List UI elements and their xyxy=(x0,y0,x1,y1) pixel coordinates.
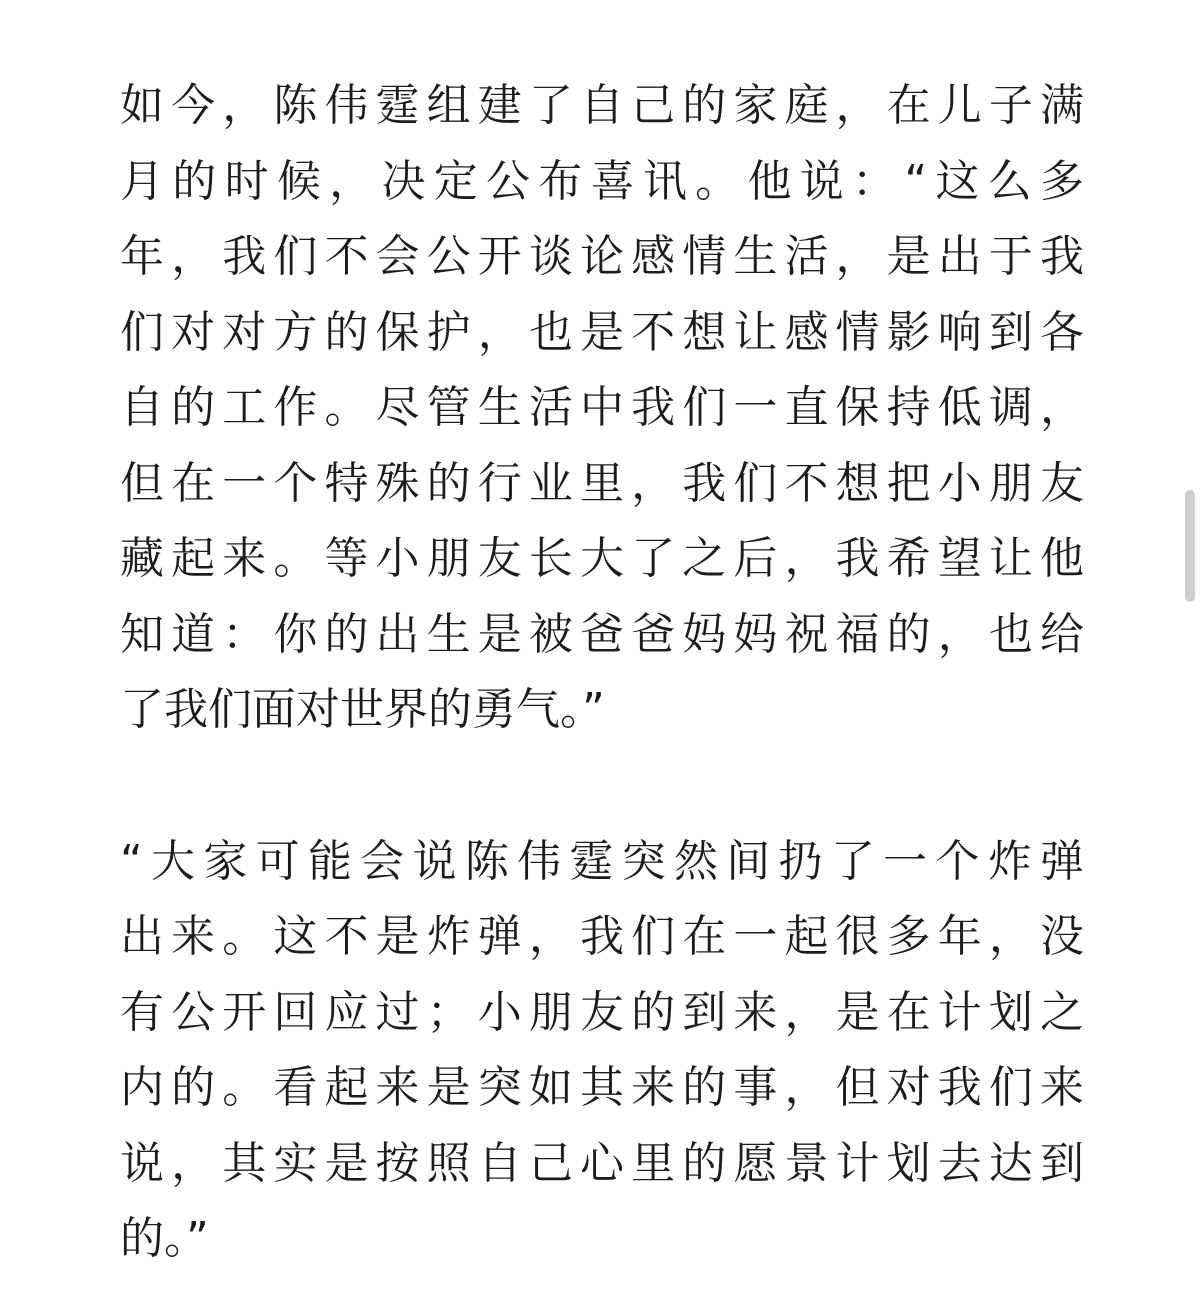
vertical-scrollbar[interactable] xyxy=(1190,0,1200,1294)
text-line: 但在一个特殊的行业里，我们不想把小朋友 xyxy=(120,457,1084,509)
text-line: 自的工作。尽管生活中我们一直保持低调， xyxy=(120,382,1084,433)
article-body xyxy=(120,68,1084,1277)
paragraph-2 xyxy=(120,824,1084,1277)
text-line: “大家可能会说陈伟霆突然间扔了一个炸弹 xyxy=(120,835,1084,887)
text-line: 内的。看起来是突如其来的事，但对我们来 xyxy=(120,1062,1084,1113)
text-line: 们对对方的保护，也是不想让感情影响到各 xyxy=(120,306,1084,358)
text-line: 了我们面对世界的勇气。” xyxy=(120,684,605,735)
text-line: 如今，陈伟霆组建了自己的家庭，在儿子满 xyxy=(120,80,1084,131)
paragraph-spacer xyxy=(120,748,1084,824)
scrollbar-thumb[interactable] xyxy=(1185,490,1195,602)
paragraph-1 xyxy=(120,68,1084,748)
text-line: 有公开回应过；小朋友的到来，是在计划之 xyxy=(120,986,1084,1038)
text-line: 藏起来。等小朋友长大了之后，我希望让他 xyxy=(120,533,1084,584)
text-line: 说，其实是按照自己心里的愿景计划去达到 xyxy=(120,1137,1084,1189)
text-line: 年，我们不会公开谈论感情生活，是出于我 xyxy=(120,231,1084,282)
text-line: 知道：你的出生是被爸爸妈妈祝福的，也给 xyxy=(120,608,1084,660)
text-line: 月的时候，决定公布喜讯。他说：“这么多 xyxy=(120,155,1084,207)
text-line: 出来。这不是炸弹，我们在一起很多年，没 xyxy=(120,911,1084,962)
text-line: 的。” xyxy=(120,1213,209,1264)
